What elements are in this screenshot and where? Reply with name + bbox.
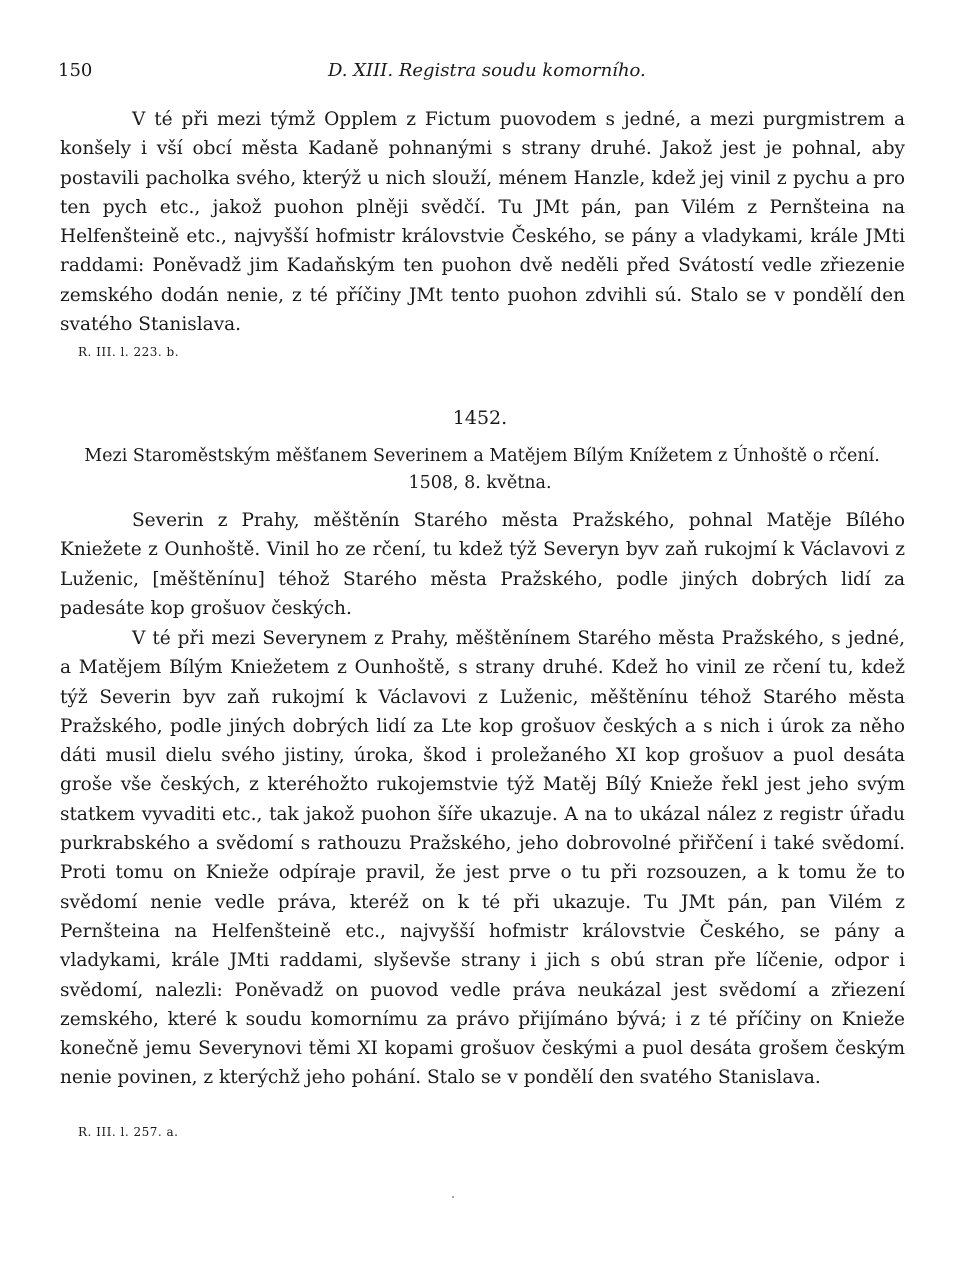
paragraph-judgment: V té při mezi Severynem z Prahy, měštěnínem Starého města Pražského, s jedné, a Matějem Bílým Kniežetem z Ounhoště, s strany druhé. Kdež ho vinil ze rčení tu, kdež týž Severin byv zaň rukojmí k Václavovi z Luženic, měštěnínu téhož Starého města Pražského, podle jiných dobrých lidí za Lte kop grošuov českých a s nich i úrok za něho dáti musil dielu svého jistiny, úroka, škod i proležaného XI kop grošuov a puol desáta groše vše českých, z kteréhožto rukojemstvie týž Matěj Bílý Knieže řekl jest jeho svým statkem vyvaditi etc., tak jakož puohon šíře ukazuje. A na to ukázal nález z registr úřadu purkrabského a svědomí s rathouzu Pražského, jeho dobrovolné přiřčení i také svědomí. Proti tomu on Knieže odpíraje pravil, že jest prve o tu při rozsouzen, a k tomu že to svědomí nenie vedle práva, kteréž on k té při ukazuje. Tu JMt pán, pan Vilém z Pernšteina na Helfenšteině etc., najvyšší hofmistr královstvie Českého, se pány a vladykami, krále JMti raddami, slyševše strany i jich s obú stran pře líčenie, odpor i svědomí, nalezli: Poněvadž on puovod vedle práva neukázal jest svědomí a zřiezení zemského, které k soudu komornímu za právo přijímáno bývá; i z té příčiny on Knieže konečně jemu Severynovi těmi XI kopami grošuov českými a puol desáta grošem českým nenie povinen, z kterýchž jeho pohání. Stalo se v pondělí den svatého Stanislava. <box>60 628 905 1089</box>
register-reference: R. III. l. 257. a. <box>78 1125 179 1139</box>
running-head <box>58 60 908 90</box>
paragraph-summons: Severin z Prahy, měštěnín Starého města Pražského, pohnal Matěje Bílého Kniežete z Ounhoště. Vinil ho ze rčení, tu kdež týž Severyn byv zaň rukojmí k Václavovi z Luženic, [měštěnínu] téhož Starého města Pražského, podle jiných dobrých lidí za padesáte kop grošuov českých. <box>60 510 905 619</box>
register-reference: R. III. l. 223. b. <box>78 345 180 359</box>
scan-speck <box>452 1196 454 1198</box>
paragraph-continuation: V té při mezi týmž Opplem z Fictum puovodem s jedné, a mezi purgmistrem a konšely i vší obcí města Kadaně pohnanými s strany druhé. Jakož jest je pohnal, aby postavili pacholka svého, kterýž u nich slouží, ménem Hanzle, kdež jej vinil z pychu a pro ten pych etc., jakož puohon plněji svědčí. Tu JMt pán, pan Vilém z Pernšteina na Helfenšteině etc., najvyšší hofmistr královstvie Českého, se pány a vladykami, krále JMti raddami: Poněvadž jim Kadaňským ten puohon dvě neděli před Svátostí vedle zřiezenie zemského dodán nenie, z té příčiny JMt tento puohon zdvihli sú. Stalo se v pondělí den svatého Stanislava. <box>60 109 905 336</box>
running-title: D. XIII. Registra soudu komorního. <box>328 60 646 81</box>
page-number: 150 <box>58 60 93 81</box>
entry-heading: Mezi Staroměstským měšťanem Severinem a Matějem Bílým Knížetem z Únhoště o rčení. <box>84 446 880 466</box>
entry-date: 1508, 8. května. <box>408 473 552 493</box>
entry-number: 1452. <box>452 407 508 429</box>
